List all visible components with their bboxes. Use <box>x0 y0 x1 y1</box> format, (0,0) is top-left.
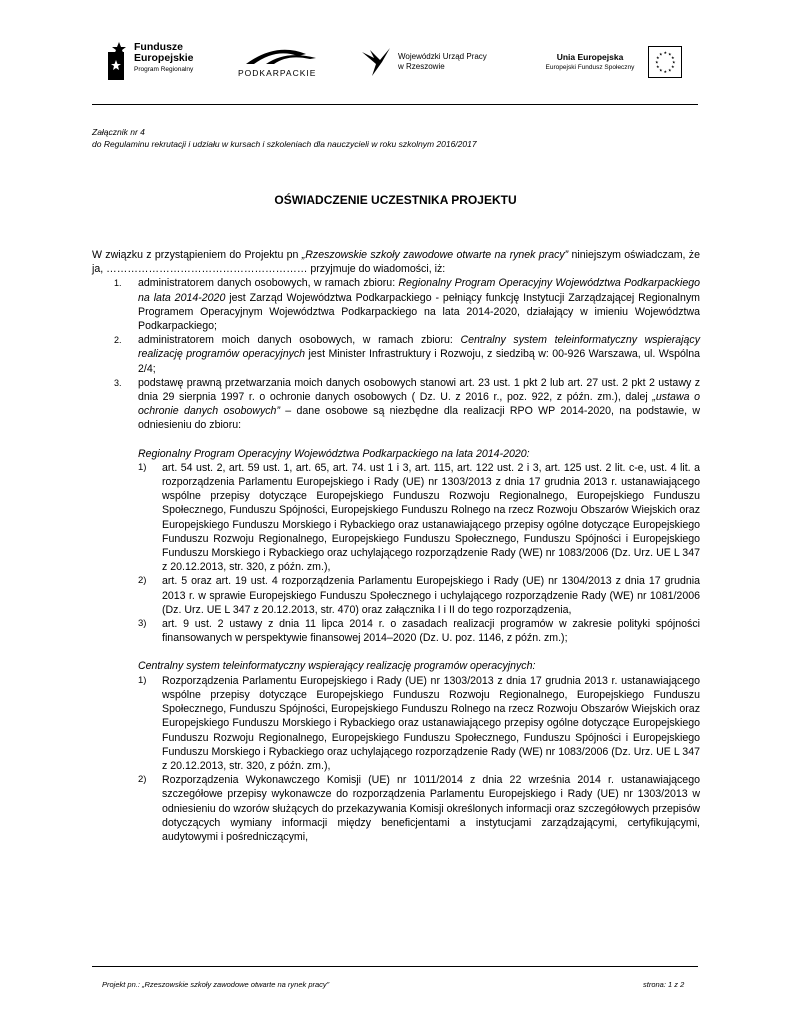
intro-paragraph: W związku z przystąpieniem do Projektu pn „Rzeszowskie szkoły zawodowe otwarte na rynek pracy” niniejszym oświadczam, że ja, ………………………………………………… przyjmuje do wiadomości, iż: <box>92 249 700 276</box>
svg-text:★: ★ <box>659 51 663 57</box>
svg-text:★: ★ <box>659 67 663 73</box>
svg-text:★: ★ <box>671 64 675 69</box>
podkarpackie-name: PODKARPACKIE <box>238 68 317 78</box>
section-heading: Centralny system teleinformatyczny wspierający realizację programów operacyjnych: <box>138 660 536 673</box>
list-item: 1. administratorem danych osobowych, w ramach zbioru: Regionalny Program Operacyjny Województwa Podkarpackiego na lata 2014-2020 jest Zarząd Województwa Podkarpackiego - pełniący funkcję Instytucji Zarządzającej Regionalnym Programem Operacyjnym Województwa Podkarpackiego na lata 2014-2020, działający w imieniu Województwa Podkarpackiego; <box>114 277 700 333</box>
fe-line1: Fundusze <box>134 41 183 53</box>
fe-star-icon <box>108 42 130 80</box>
fe-logo <box>108 42 218 82</box>
list-item: 2) art. 5 oraz art. 19 ust. 4 rozporządzenia Parlamentu Europejskiego i Rady (UE) nr 1304/2013 z dnia 17 grudnia 2013 r. w sprawie Europejskiego Funduszu Społecznego i uchylającego rozporządzenie Rady (WE) nr 1081/2006 (Dz. Urz. UE L 347 z 20.12.2013, str. 470) oraz załącznika I i II do tego rozporządzenia, <box>138 575 700 616</box>
svg-text:★: ★ <box>668 67 672 73</box>
attachment-line2: do Regulaminu rekrutacji i udziału w kursach i szkoleniach dla nauczycieli w roku szkolnym 2016/2017 <box>92 139 477 149</box>
footer-divider <box>92 966 698 967</box>
list-item: 3) art. 9 ust. 2 ustawy z dnia 11 lipca 2014 r. o zasadach realizacji programów w zakresie polityki spójności finansowanych w perspektywie finansowej 2014–2020 (Dz. U. poz. 1146, z późn. zm.); <box>138 618 700 645</box>
podkarpackie-logo <box>236 44 328 80</box>
ue-title: Unia Europejska <box>556 52 624 62</box>
footer-page-number: strona: 1 z 2 <box>643 980 685 989</box>
list-item: 1) art. 54 ust. 2, art. 59 ust. 1, art. 65, art. 74. ust 1 i 3, art. 115, art. 122 ust. 2 i 3, art. 125 ust. 2 lit. c-e, ust. 4 lit. a rozporządzenia Parlamentu Europejskiego i Rady (UE) nr 1303/2013 z dnia 17 grudnia 2013 r. ustanawiającego wspólne przepisy dotyczące Europejskiego Funduszu Rozwoju Regionalnego, Europejskiego Funduszu Społecznego, Funduszu Spójności, Europejskiego Funduszu Rolnego na rzecz Rozwoju Obszarów Wiejskich oraz Europejskiego Funduszu Morskiego i Rybackiego oraz ustanawiającego przepisy ogólne dotyczące Europejskiego Funduszu Rozwoju Regionalnego, Europejskiego Funduszu Społecznego, Funduszu Spójności i Europejskiego Funduszu Morskiego i Rybackiego oraz uchylającego rozporządzenie Rady (WE) nr 1083/2006 (Dz. Urz. UE L 347 z 20.12.2013, str. 320, z późn. zm.), <box>138 461 700 574</box>
list-item: 1) Rozporządzenia Parlamentu Europejskiego i Rady (UE) nr 1303/2013 z dnia 17 grudnia 2013 r. ustanawiającego wspólne przepisy dotyczące Europejskiego Funduszu Rozwoju Regionalnego, Europejskiego Funduszu Społecznego, Funduszu Spójności, Europejskiego Funduszu Rolnego na rzecz Rozwoju Obszarów Wiejskich oraz Europejskiego Funduszu Morskiego i Rybackiego oraz ustanawiającego przepisy ogólne dotyczące Europejskiego Funduszu Rozwoju Regionalnego, Europejskiego Funduszu Społecznego, Funduszu Spójności i Europejskiego Funduszu Morskiego i Rybackiego oraz uchylającego rozporządzenie Rady (WE) nr 1083/2006 (Dz. Urz. UE L 347 z 20.12.2013, str. 320, z późn. zm.), <box>138 674 700 772</box>
svg-text:★: ★ <box>671 55 675 60</box>
svg-text:★: ★ <box>655 59 659 65</box>
list-item: 2. administratorem moich danych osobowych, w ramach zbioru: Centralny system teleinformatyczny wspierający realizację programów operacyjnych jest Minister Infrastruktury i Rozwoju, z siedzibą w: 00-926 Warszawa, ul. Wspólna 2/4; <box>114 334 700 375</box>
svg-text:★: ★ <box>672 59 676 65</box>
attachment-note <box>92 126 477 150</box>
svg-text:★: ★ <box>656 55 660 60</box>
document-title: OŚWIADCZENIE UCZESTNIKA PROJEKTU <box>274 193 517 207</box>
attachment-line1: Załącznik nr 4 <box>92 127 145 137</box>
ue-logo <box>540 46 690 80</box>
footer-project: Projekt pn.: „Rzeszowskie szkoły zawodowe otwarte na rynek pracy” <box>102 980 330 989</box>
section-heading: Regionalny Program Operacyjny Województwa Podkarpackiego na lata 2014-2020: <box>138 447 530 460</box>
list-item: 2) Rozporządzenia Wykonawczego Komisji (UE) nr 1011/2014 z dnia 22 września 2014 r. ustanawiającego szczegółowe przepisy wykonawcze do rozporządzenia Parlamentu Europejskiego i Rady (UE) nr 1303/2013 w odniesieniu do wzorów służących do przekazywania Komisji określonych informacji oraz szczegółowych przepisów dotyczących wymiany informacji między beneficjentami a instytucjami zarządzającymi, certyfikującymi, audytowymi i pośredniczącymi, <box>138 774 700 843</box>
ue-subtitle: Europejski Fundusz Społeczny <box>545 64 635 71</box>
wup-line2: w Rzeszowie <box>398 62 445 71</box>
svg-text:★: ★ <box>656 64 660 69</box>
svg-text:★: ★ <box>663 50 668 55</box>
wup-birds-icon <box>360 46 394 78</box>
podkarpackie-mountain-icon <box>236 44 326 66</box>
fe-line2: Europejskie <box>134 52 194 64</box>
svg-text:★: ★ <box>668 51 672 57</box>
wup-line1: Wojewódzki Urząd Pracy <box>398 52 487 61</box>
wup-logo <box>360 46 520 78</box>
header-divider <box>92 104 698 105</box>
fe-line3: Program Regionalny <box>134 66 194 73</box>
svg-text:★: ★ <box>663 69 668 74</box>
list-item: 3. podstawę prawną przetwarzania moich danych osobowych stanowi art. 23 ust. 1 pkt 2 lub art. 27 ust. 2 pkt 2 ustawy z dnia 29 sierpnia 1997 r. o ochronie danych osobowych ( Dz. U. z 2016 r., poz. 922, z późn. zm.), dalej „ustawa o ochronie danych osobowych” – dane osobowe są niezbędne dla realizacji RPO WP 2014-2020, na podstawie, w odniesieniu do zbioru: <box>114 376 700 432</box>
document-body <box>92 248 700 844</box>
eu-flag-icon <box>648 46 682 78</box>
